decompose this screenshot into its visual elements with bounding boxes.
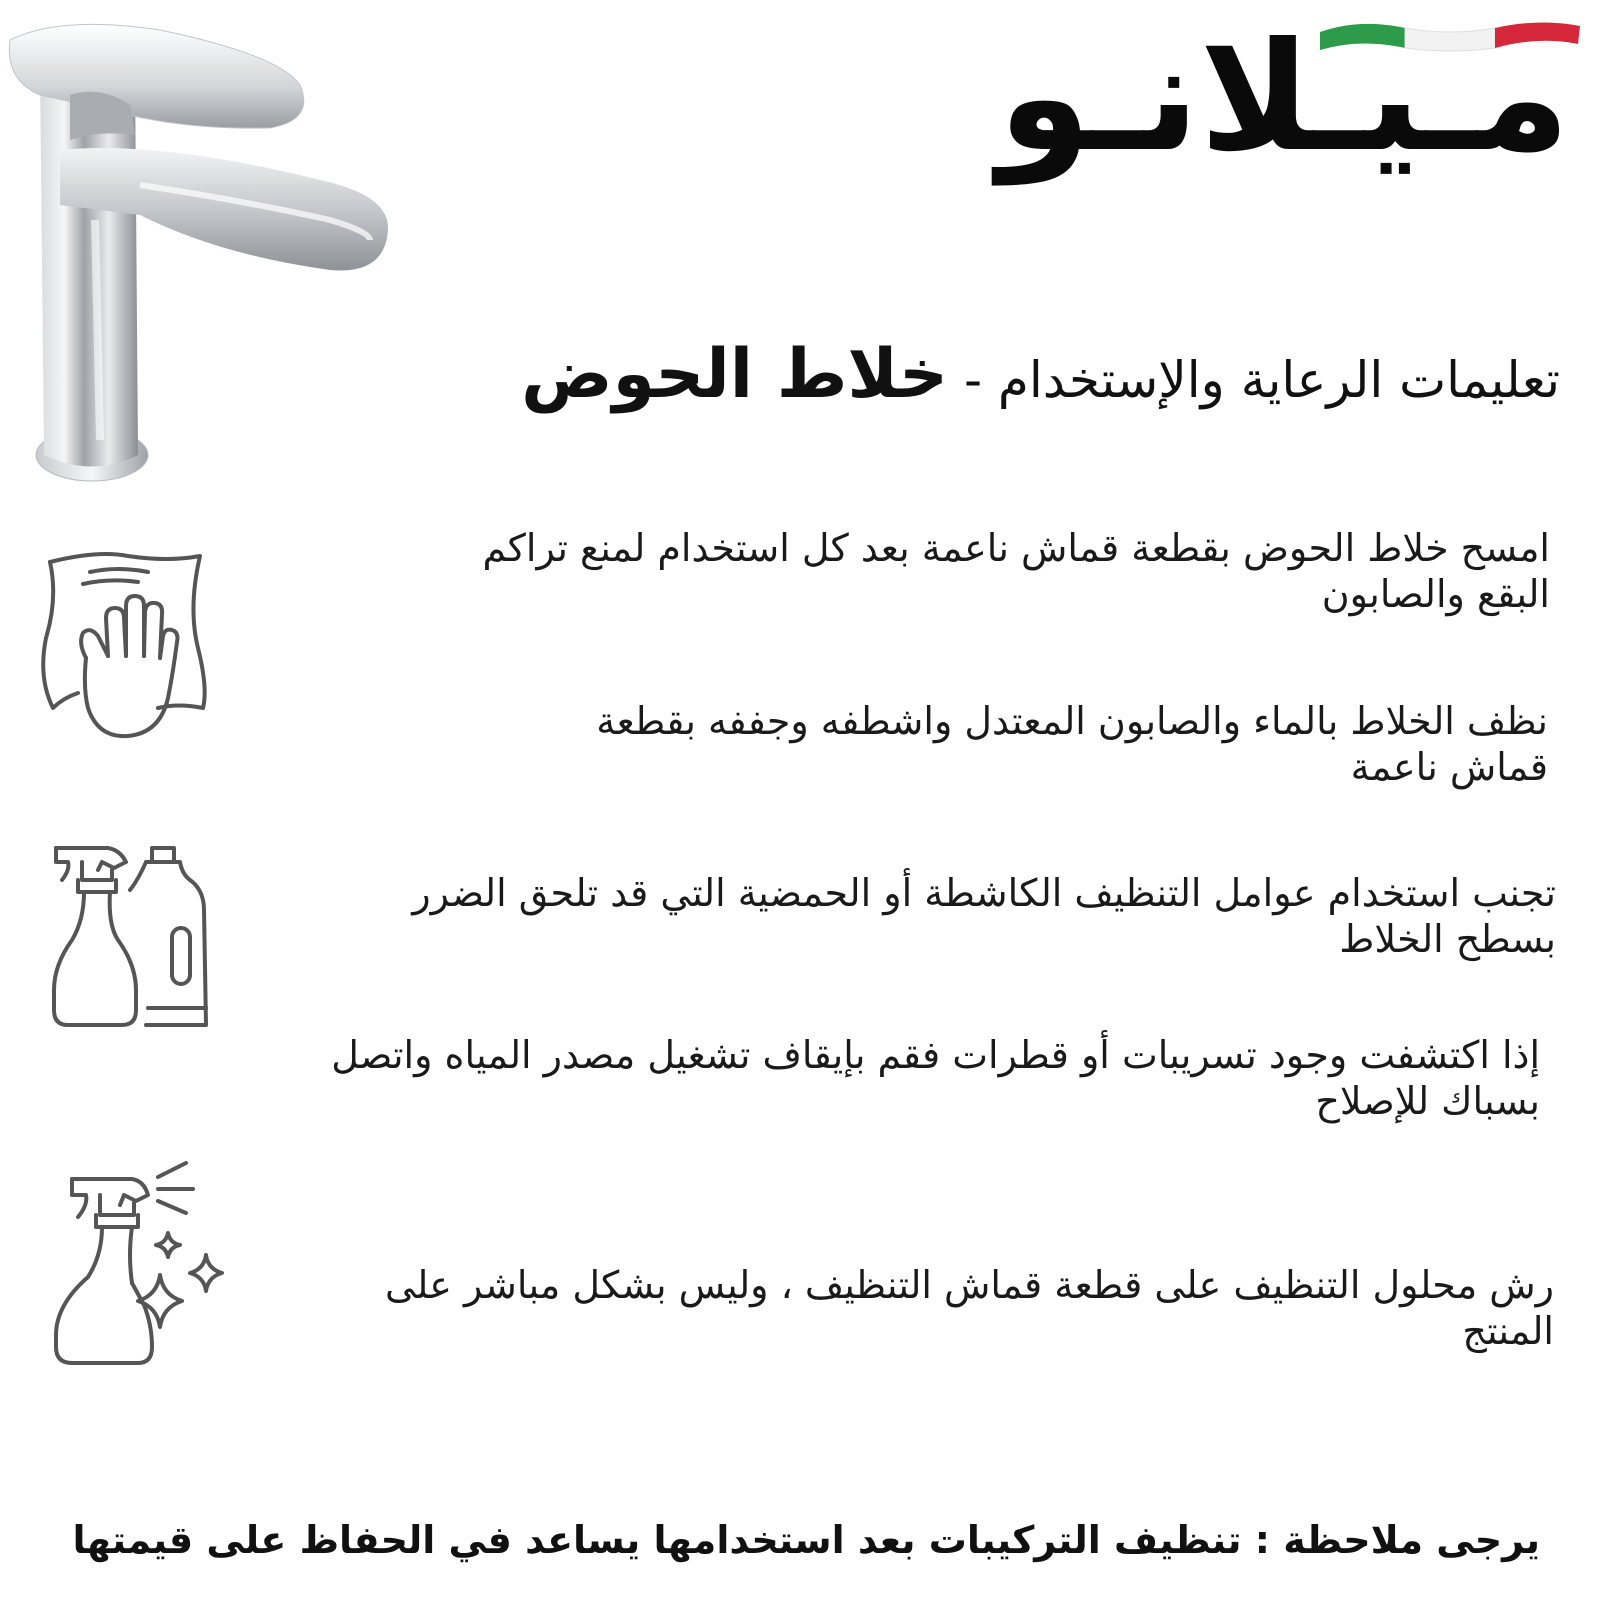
instruction-5: [334, 1262, 1554, 1354]
instruction-2-line2: قماش ناعمة: [1350, 745, 1548, 789]
instruction-3-line1: تجنب استخدام عوامل التنظيف الكاشطة أو الحمضية التي قد تلحق الضرر: [412, 871, 1556, 915]
spray-sparkle-icon: [48, 1155, 233, 1370]
instruction-4-line1: إذا اكتشفت وجود تسريبات أو قطرات فقم بإيقاف تشغيل مصدر المياه واتصل: [331, 1033, 1540, 1077]
instruction-1-line1: امسح خلاط الحوض بقطعة قماش ناعمة بعد كل استخدام لمنع تراكم: [482, 526, 1550, 570]
faucet-image: [0, 0, 400, 500]
instruction-3: [356, 870, 1556, 962]
instruction-5-line1: رش محلول التنظيف على قطعة قماش التنظيف ، وليس بشكل مباشر على: [385, 1263, 1554, 1307]
footer-note: يرجى ملاحظة : تنظيف التركيبات بعد استخدامها يساعد في الحفاظ على قيمتها: [72, 1518, 1540, 1562]
instruction-4-line2: بسباك للإصلاح: [1315, 1079, 1540, 1123]
title-bold: خلاط الحوض: [521, 335, 949, 414]
title-normal: تعليمات الرعاية والإستخدام: [997, 351, 1560, 409]
page-title: [340, 330, 1560, 420]
instruction-1-line2: البقع والصابون: [1321, 572, 1550, 616]
instruction-5-line2: المنتج: [1462, 1309, 1554, 1353]
instruction-3-line2: بسطح الخلاط: [1339, 917, 1556, 961]
instruction-4: [280, 1032, 1540, 1124]
instruction-1: [430, 525, 1550, 617]
cleaning-bottles-icon: [48, 840, 218, 1035]
faucet-icon: [0, 0, 400, 500]
hand-cloth-icon: [38, 548, 213, 743]
brand-logo: مـيـلانـو: [997, 11, 1570, 185]
instruction-2-line1: نظف الخلاط بالماء والصابون المعتدل واشطفه وجففه بقطعة: [596, 699, 1548, 743]
title-separator: -: [948, 351, 998, 409]
instruction-2: [528, 698, 1548, 790]
